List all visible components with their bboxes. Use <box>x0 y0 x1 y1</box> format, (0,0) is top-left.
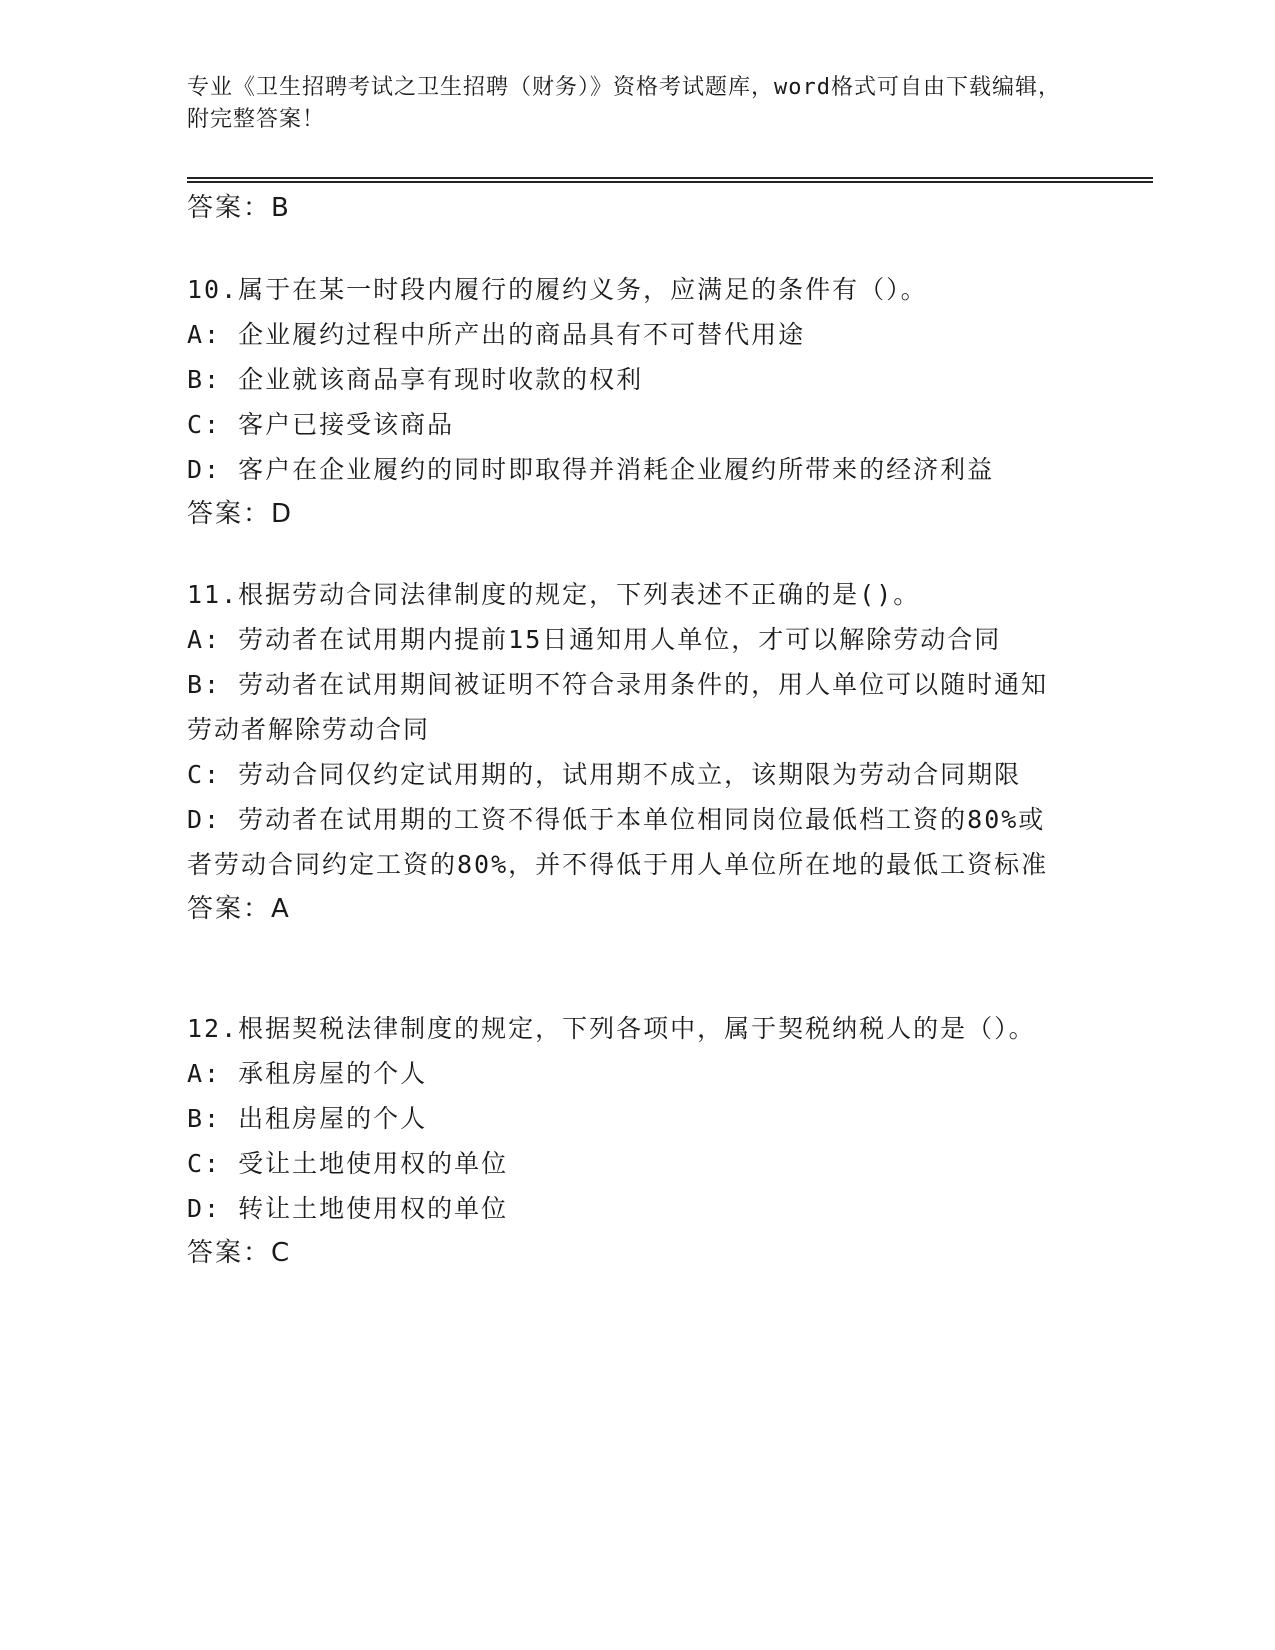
question-12 <box>187 1006 1087 1276</box>
option-b: B: 企业就该商品享有现时收款的权利 <box>187 365 644 394</box>
question-stem: 10.属于在某一时段内履行的履约义务，应满足的条件有（）。 <box>187 275 928 304</box>
header-divider-top <box>187 177 1153 179</box>
question-11 <box>187 572 1087 932</box>
option-a: A: 承租房屋的个人 <box>187 1059 428 1088</box>
question-stem: 11.根据劳动合同法律制度的规定，下列表述不正确的是()。 <box>187 580 921 609</box>
answer-label: 答案：B <box>187 193 291 223</box>
answer-label: 答案：C <box>187 1238 292 1268</box>
answer-label: 答案：A <box>187 894 291 924</box>
option-b: B: 劳动者在试用期间被证明不符合录用条件的，用人单位可以随时通知劳动者解除劳动合同 <box>187 670 1049 744</box>
option-a: A: 企业履约过程中所产出的商品具有不可替代用途 <box>187 320 806 349</box>
option-d: D: 转让土地使用权的单位 <box>187 1194 509 1223</box>
question-10 <box>187 267 1087 537</box>
answer-label: 答案：D <box>187 499 294 529</box>
option-c: C: 客户已接受该商品 <box>187 410 455 439</box>
option-a: A: 劳动者在试用期内提前15日通知用人单位，才可以解除劳动合同 <box>187 625 1002 654</box>
header-divider-bottom <box>187 181 1153 183</box>
previous-answer-block <box>187 186 1087 231</box>
option-b: B: 出租房屋的个人 <box>187 1104 428 1133</box>
question-stem: 12.根据契税法律制度的规定，下列各项中，属于契税纳税人的是（）。 <box>187 1014 1036 1043</box>
document-header: 专业《卫生招聘考试之卫生招聘（财务）》资格考试题库，word格式可自由下载编辑，附完整答案！ <box>187 75 1061 132</box>
option-d: D: 劳动者在试用期的工资不得低于本单位相同岗位最低档工资的80%或者劳动合同约定工资的80%，并不得低于用人单位所在地的最低工资标准 <box>187 805 1049 879</box>
option-c: C: 劳动合同仅约定试用期的，试用期不成立，该期限为劳动合同期限 <box>187 760 1022 789</box>
option-c: C: 受让土地使用权的单位 <box>187 1149 509 1178</box>
option-d: D: 客户在企业履约的同时即取得并消耗企业履约所带来的经济利益 <box>187 455 995 484</box>
